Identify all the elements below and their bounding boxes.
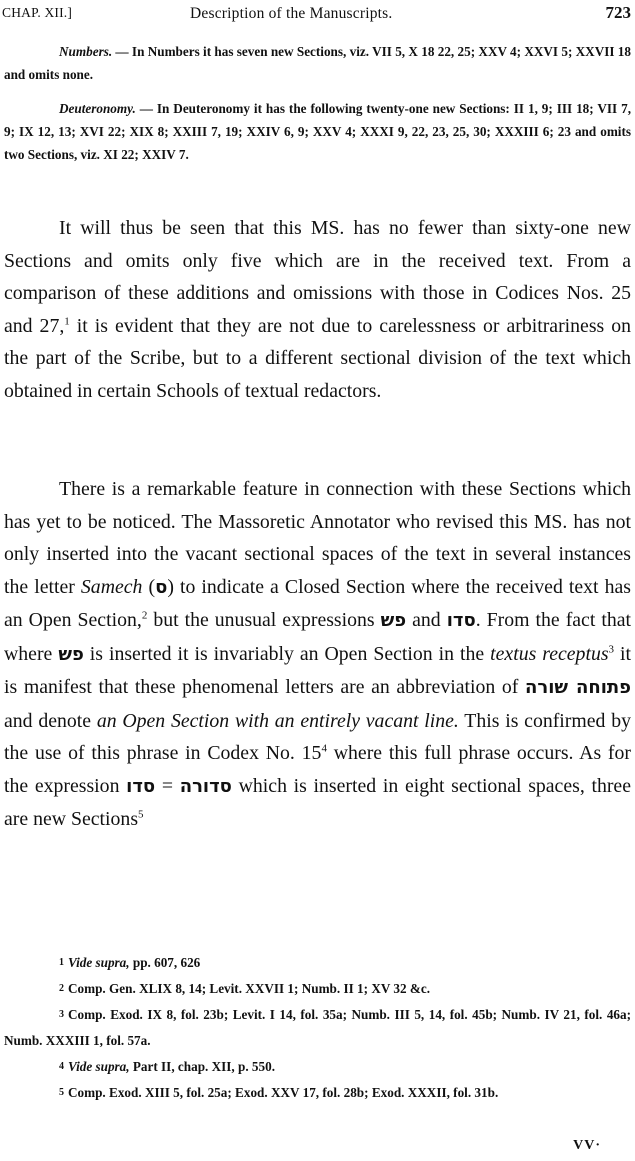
footnote-ref-3: 3 (608, 642, 615, 655)
hebrew-sdo: סדו (446, 610, 476, 631)
hebrew-sdura: סדורה (179, 775, 232, 797)
running-header (2, 3, 631, 27)
samech-word: Samech (80, 575, 143, 598)
para1-text-b: it is evident that they are not due to carelessness or arbitrariness on the part of the Scribe, but to a different sectional division of the text which obtained in certain Schools of textual redactors. (4, 314, 632, 402)
para2-t5: and (406, 609, 447, 631)
footnote-1: 1 Vide supra, pp. 607, 626 (59, 955, 201, 970)
hebrew-phrase: פתוחה שורה (524, 677, 632, 698)
para2-t12: = (155, 774, 180, 797)
para2-t4: but the unusual expressions (147, 609, 381, 631)
deuteronomy-text: — In Deuteronomy it has the following twenty-one new Sections: II 1, 9; III 18; VII 7, 9; IX 12, 13; XVI 22; XIX 8; XXIII 7, 19; XXIV 6, 9; XXV 4; XXXI 9, 22, 23, 25, 30; XXXIII 6; 23 and omits two Sections, viz. XI 22; XXIV 7. (4, 101, 631, 162)
textus-receptus: textus receptus (490, 642, 609, 665)
numbers-paragraph (4, 40, 631, 86)
para2-t8: it is manifest that these phenomenal letters are an abbreviation of (4, 642, 632, 698)
hebrew-sdo-2: סדו (126, 775, 156, 797)
para2-t7: is inserted it is invariably an Open Section in the (83, 642, 491, 665)
running-title: Description of the Manuscripts. (190, 5, 393, 22)
body-paragraph-1 (4, 212, 631, 407)
page-number: 723 (605, 3, 631, 22)
hebrew-ps: פש (380, 610, 407, 631)
footnote-ref-5: 5 (138, 808, 144, 821)
deuteronomy-paragraph (4, 97, 631, 166)
numbers-text: — In Numbers it has seven new Sections, viz. VII 5, X 18 22, 25; XXV 4; XXVI 5; XXVII 18 and omits none. (4, 44, 631, 82)
open-section-phrase: an Open Section with an entirely vacant line. (96, 709, 459, 732)
signature-mark: VV· (573, 1138, 601, 1153)
para2-t1: There is a remarkable feature in connection with these Sections which has yet to be noticed. The Massoretic Annotator who revised this MS. has not only inserted into the vacant sectional spaces of the text in several instances the letter (4, 478, 631, 598)
numbers-lead: Numbers. (59, 44, 113, 59)
body-paragraph-2 (4, 473, 631, 836)
footnotes (4, 950, 631, 1106)
footnote-4: 4 Vide supra, Part II, chap. XII, p. 550. (59, 1059, 276, 1074)
para2-t13: which is inserted in eight sectional spaces, three are new Sections (4, 774, 631, 830)
deuteronomy-lead: Deuteronomy. (59, 101, 136, 116)
footnote-ref-4: 4 (321, 742, 327, 755)
footnote-2: 2 Comp. Gen. XLIX 8, 14; Levit. XXVII 1; Numb. II 1; XV 32 &c. (59, 981, 431, 996)
footnote-ref-2: 2 (141, 609, 148, 622)
para2-t2: ( (142, 575, 156, 598)
chapter-label: CHAP. XII.] (2, 5, 73, 20)
para1-text-a: It will thus be seen that this MS. has no fewer than sixty-one new Sections and omits only five which are in the received text. From a comparison of these additions and omissions with those in Codices Nos. 25 and 27, (4, 217, 631, 337)
footnote-ref-1: 1 (64, 314, 70, 327)
para2-t6: . From the fact that where (4, 609, 632, 665)
footnote-5: 5 Comp. Exod. XIII 5, fol. 25a; Exod. XXV 17, fol. 28b; Exod. XXXII, fol. 31b. (59, 1085, 499, 1100)
para2-t3: ) to indicate a Closed Section where the received text has an Open Section, (4, 575, 631, 631)
hebrew-samech-letter: ס (155, 576, 168, 598)
hebrew-ps-2: פש (58, 643, 84, 665)
para2-t10: This is confirmed by the use of this phrase in Codex No. 15 (4, 709, 631, 764)
para2-t9: and denote (4, 709, 97, 732)
para2-t11: where this full phrase occurs. As for the expression (4, 742, 631, 797)
footnote-3: 3 Comp. Exod. IX 8, fol. 23b; Levit. I 14, fol. 35a; Numb. III 5, 14, fol. 45b; Numb. IV 21, fol. 46a; Numb. XXXIII 1, fol. 57a. (4, 1007, 631, 1048)
